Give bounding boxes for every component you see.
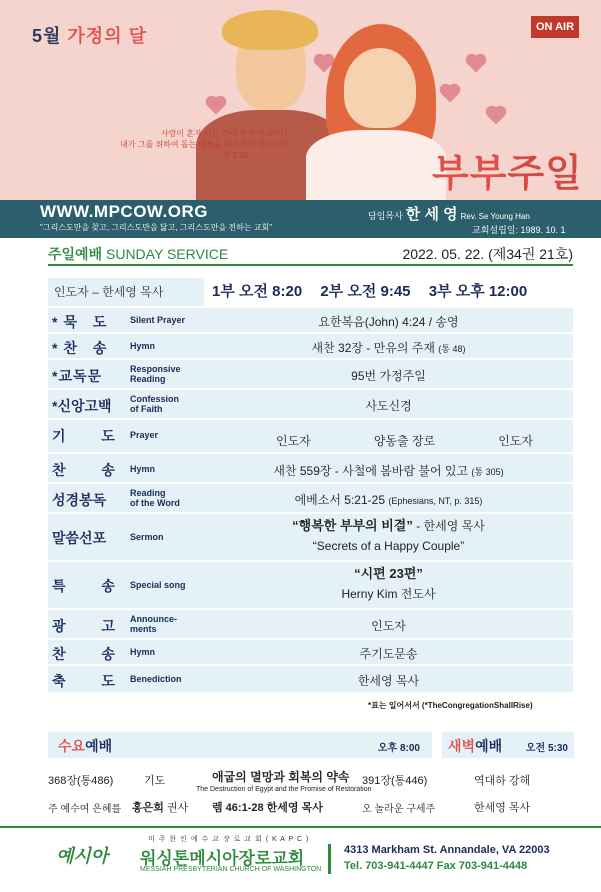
order-name: 말씀선포 — [52, 530, 107, 546]
banner — [0, 0, 601, 200]
dawn-time: 오전 5:30 — [525, 743, 568, 754]
service-title: 주일예배 SUNDAY SERVICE — [48, 246, 229, 262]
order-en: Confession of Faith — [130, 394, 180, 414]
banner-title: 부부주일 — [432, 153, 583, 195]
pastor-line: 담임목사 한 세 영 Rev. Se Young Han — [368, 206, 530, 223]
order-en: Prayer — [130, 430, 159, 440]
woman-illustration — [344, 48, 416, 128]
order-en: Special song — [130, 580, 186, 590]
order-row — [48, 420, 573, 452]
order-name: 찬 송 — [52, 462, 131, 478]
header-bar — [0, 200, 601, 238]
wednesday-hymn-1: 368장(통486) — [48, 775, 114, 787]
church-address: 4313 Markham St. Annandale, VA 22003 — [344, 844, 550, 856]
dawn-preacher: 한세영 목사 — [474, 802, 531, 814]
banner-month: 5월 가정의 달 — [32, 26, 147, 46]
order-row — [48, 390, 573, 418]
wednesday-prayer-label: 기도 — [144, 775, 166, 787]
order-name: *교독문 — [52, 368, 103, 384]
founded-date: 교회설립일: 1989. 10. 1 — [472, 225, 566, 235]
order-name: *묵 도 — [52, 314, 113, 330]
site-url-link[interactable]: WWW.MPCOW.ORG — [40, 202, 208, 221]
order-row — [48, 360, 573, 388]
heart-icon — [468, 56, 485, 73]
service-time-1: 1부 오전 8:20 — [212, 283, 303, 300]
order-row — [48, 610, 573, 638]
order-content: “시편 23편” Herny Kim 전도사 — [341, 566, 436, 601]
wednesday-prayer-person: 홍은희 권사 — [132, 802, 189, 814]
order-name: *신앙고백 — [52, 398, 112, 414]
heart-icon — [208, 98, 225, 115]
service-leader: 인도자 – 한세영 목사 — [48, 278, 204, 306]
order-row — [48, 514, 573, 560]
order-name: 특 송 — [52, 578, 131, 594]
order-en: Hymn — [130, 647, 156, 657]
wednesday-header — [48, 732, 432, 758]
church-name-en: MESSIAH PRESBYTERIAN CHURCH OF WASHINGTON — [140, 866, 322, 873]
service-time-3: 3부 오후 12:00 — [428, 283, 528, 300]
order-en: Benediction — [130, 674, 182, 684]
order-row — [48, 484, 573, 512]
order-name: *찬 송 — [52, 340, 113, 356]
wednesday-title: 수요예배 — [58, 738, 113, 754]
order-name: 축 도 — [52, 673, 131, 689]
order-row — [48, 562, 573, 608]
order-row — [48, 308, 573, 332]
heart-icon — [442, 86, 459, 103]
order-content: 인도자 — [371, 619, 406, 633]
church-slogan: "그리스도만을 찾고, 그리스도만을 닮고, 그리스도만을 전하는 교회" — [40, 223, 273, 232]
order-content: “행복한 부부의 비결” - 한세영 목사 “Secrets of a Happy Couple” — [292, 518, 485, 553]
order-en: Sermon — [130, 532, 164, 542]
church-logo: 예시아 — [56, 846, 109, 866]
order-en: Silent Prayer — [130, 315, 186, 325]
order-content: 요한복음(John) 4:24 / 송영 — [318, 315, 459, 329]
order-content: 새찬 32장 - 만유의 주재 (통 48) — [311, 341, 466, 355]
order-content: 주기도문송 — [359, 647, 418, 661]
wednesday-hymn-1-title: 주 예수여 은혜를 — [48, 804, 122, 815]
service-times — [212, 278, 574, 306]
dawn-header — [442, 732, 574, 758]
order-content: 사도신경 — [365, 399, 412, 413]
divider — [48, 264, 573, 266]
dawn-title: 새벽예배 — [448, 738, 503, 754]
order-content: 새찬 559장 - 사철에 봄바람 불어 있고 (통 305) — [273, 464, 504, 478]
banner-verse: 사람이 혼자 사는 것이 좋지 아니하니 내가 그를 위하여 돕는 배필을 지으리라 하시니라 창 2:18 — [120, 129, 288, 160]
order-name: 기 도 — [52, 428, 131, 444]
bulletin-date: 2022. 05. 22. (제34권 21호) — [402, 246, 573, 262]
wednesday-scripture: 렘 46:1-28 한세영 목사 — [212, 802, 323, 814]
order-of-worship — [48, 308, 573, 694]
wednesday-hymn-2-title: 오 놀라운 구세주 — [362, 804, 436, 815]
order-content: 95번 가정주일 — [351, 369, 426, 383]
order-content: 에베소서 5:21-25 (Ephesians, NT, p. 315) — [294, 493, 483, 507]
order-content: 인도자 양동출 장로 인도자 — [276, 434, 533, 448]
man-hair — [222, 10, 318, 50]
church-phone: Tel. 703-941-4447 Fax 703-941-4448 — [344, 860, 528, 872]
order-en: Announce- ments — [130, 614, 177, 634]
order-row — [48, 454, 573, 482]
footer — [0, 826, 601, 892]
heart-icon — [488, 108, 505, 125]
church-affiliation: 미 주 한 인 예 수 교 장 로 교 회 ( K A P C ) — [148, 836, 310, 843]
order-name: 찬 송 — [52, 646, 131, 662]
order-name: 성경봉독 — [52, 492, 107, 508]
church-name: 워싱톤메시아장로교회 — [140, 849, 305, 868]
standing-note: *표는 일어서서 (*TheCongregationShallRise) — [368, 701, 533, 710]
divider — [328, 844, 331, 874]
dawn-series: 역대하 강해 — [474, 775, 531, 787]
service-header — [48, 240, 573, 264]
order-row — [48, 640, 573, 664]
wednesday-sermon: 애굽의 멸망과 회복의 약속 — [212, 770, 350, 784]
service-time-2: 2부 오전 9:45 — [320, 283, 411, 300]
wednesday-hymn-2: 391장(통446) — [362, 775, 428, 787]
order-row — [48, 334, 573, 358]
order-name: 광 고 — [52, 618, 131, 634]
order-en: Hymn — [130, 464, 156, 474]
wednesday-sermon-en: The Destruction of Egypt and the Promise of Restoration — [196, 786, 372, 793]
order-content: 한세영 목사 — [357, 674, 420, 688]
order-en: Reading of the Word — [130, 488, 180, 508]
order-row — [48, 666, 573, 692]
order-en: Hymn — [130, 341, 156, 351]
wednesday-time: 오후 8:00 — [377, 743, 420, 754]
woman-shirt — [306, 130, 446, 200]
order-en: Responsive Reading — [130, 364, 181, 384]
on-air-badge: ON AIR — [531, 16, 579, 38]
